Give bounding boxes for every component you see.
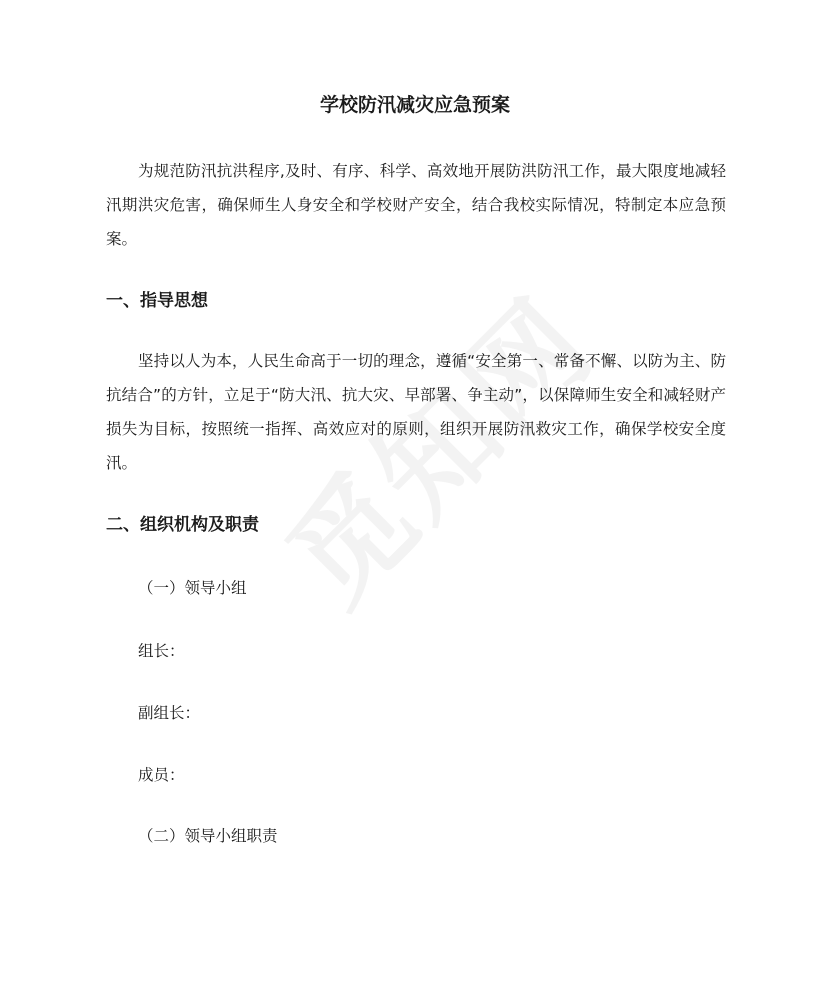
group-leader-label: 组长：	[138, 642, 185, 660]
members-label: 成员：	[138, 766, 185, 784]
subsection-leadership-group: （一）领导小组	[138, 579, 247, 597]
section-heading-organization: 二、组织机构及职责	[106, 515, 259, 535]
section-heading-guiding-ideology: 一、指导思想	[106, 291, 208, 311]
subsection-leadership-duties: （二）领导小组职责	[138, 827, 278, 845]
document-title: 学校防汛减灾应急预案	[319, 94, 510, 116]
deputy-leader-label: 副组长：	[138, 704, 201, 722]
intro-paragraph: 为规范防汛抗洪程序,及时、有序、科学、高效地开展防洪防汛工作，最大限度地减轻汛期洪灾危害，确保师生人身安全和学校财产安全，结合我校实际情况，特制定本应急预案。	[106, 162, 726, 248]
guiding-ideology-paragraph: 坚持以人为本，人民生命高于一切的理念，遵循“安全第一、常备不懈、以防为主、防抗结合”的方针，立足于“防大汛、抗大灾、早部署、争主动”，以保障师生安全和减轻财产损失为目标，按照统一指挥、高效应对的原则，组织开展防汛救灾工作，确保学校安全度汛。	[106, 352, 726, 472]
